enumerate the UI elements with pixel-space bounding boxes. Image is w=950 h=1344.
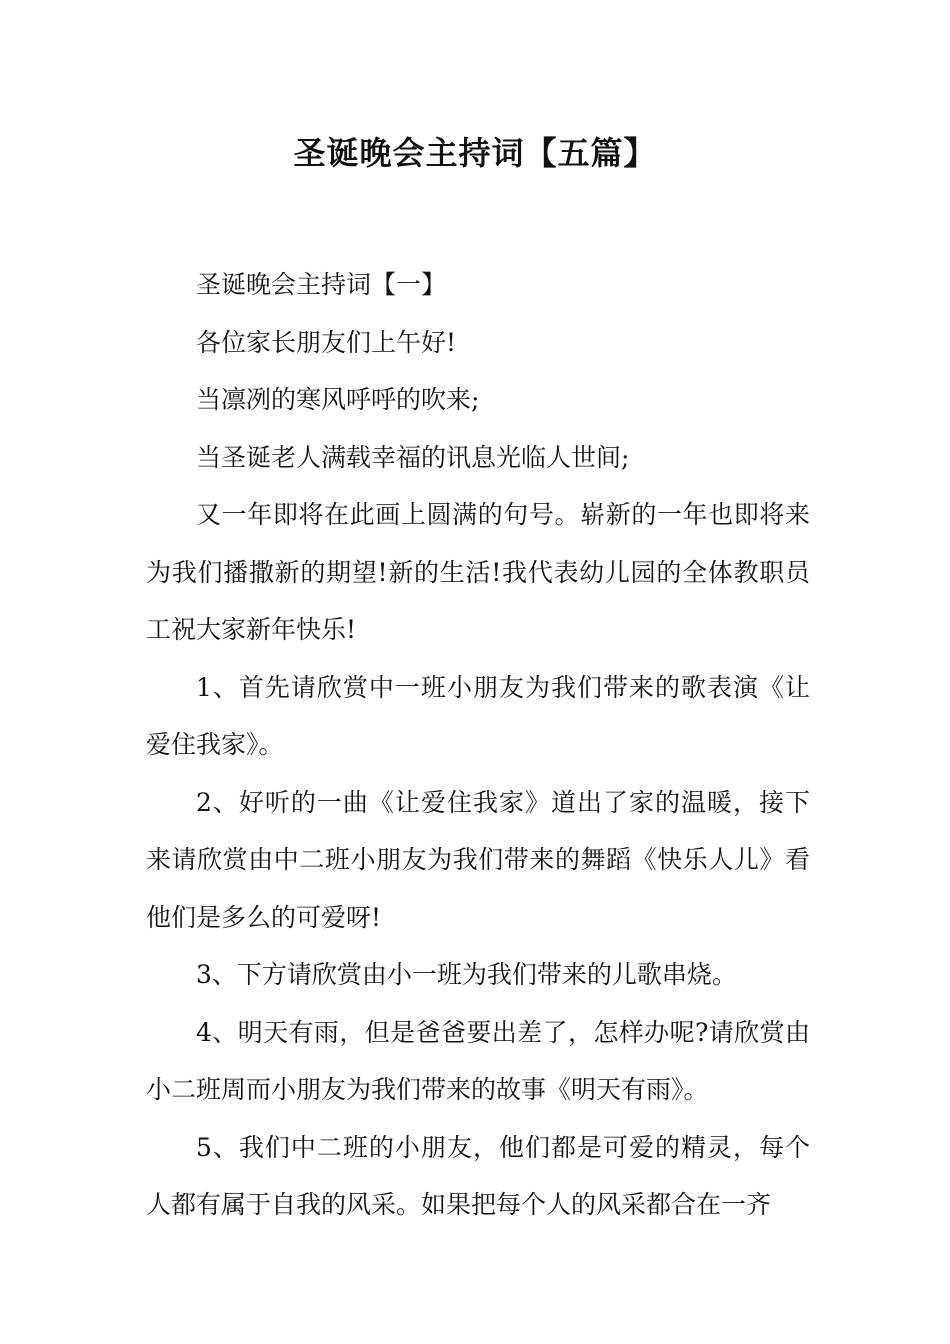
paragraph: 又一年即将在此画上圆满的句号。崭新的一年也即将来为我们播撒新的期望!新的生活!我代表幼儿园的全体教职员工祝大家新年快乐! [146,500,810,644]
paragraph-item-2: 2、好听的一曲《让爱住我家》道出了家的温暖，接下来请欣赏由中二班小朋友为我们带来的舞蹈《快乐人儿》看他们是多么的可爱呀! [146,787,810,932]
paragraph-greeting: 各位家长朋友们上午好! [196,327,457,357]
paragraph-item-4: 4、明天有雨，但是爸爸要出差了，怎样办呢?请欣赏由小二班周而小朋友为我们带来的故事《明天有雨》。 [146,1017,810,1104]
paragraph: 当圣诞老人满载幸福的讯息光临人世间; [196,442,630,472]
paragraph-item-5: 5、我们中二班的小朋友，他们都是可爱的精灵，每个人都有属于自我的风采。如果把每个人的风采都合在一齐 [146,1132,810,1219]
paragraph: 当凛冽的寒风呼呼的吹来; [196,385,480,414]
paragraph-item-3: 3、下方请欣赏由小一班为我们带来的儿歌串烧。 [196,960,737,989]
document-title: 圣诞晚会主持词【五篇】 [293,134,657,172]
document-body [146,256,810,1234]
paragraph-item-1: 1、首先请欣赏中一班小朋友为我们带来的歌表演《让爱住我家》。 [146,672,810,759]
paragraph-section-heading: 圣诞晚会主持词【一】 [196,270,447,299]
